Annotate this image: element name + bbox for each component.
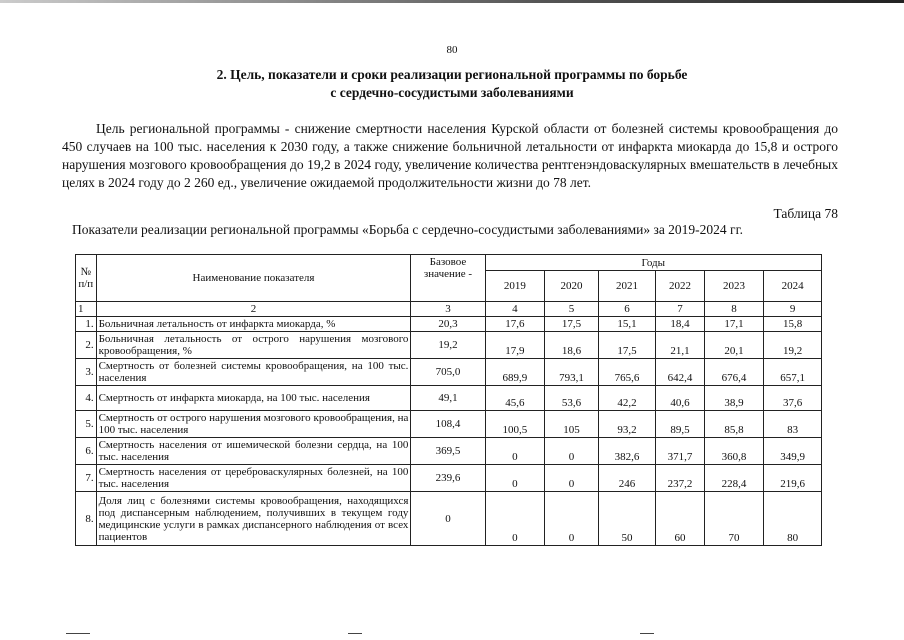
- year-value: 382,6: [598, 438, 656, 465]
- year-value: 80: [764, 492, 822, 546]
- year-value: 765,6: [598, 359, 656, 386]
- row-number: 8.: [76, 492, 97, 546]
- base-value: 19,2: [411, 332, 485, 359]
- year-value: 83: [764, 411, 822, 438]
- year-value: 17,9: [485, 332, 545, 359]
- year-value: 0: [545, 465, 599, 492]
- year-value: 676,4: [704, 359, 764, 386]
- year-header: 2022: [656, 271, 704, 302]
- indicator-name: Больничная летальность от инфаркта миокарда, %: [96, 317, 411, 332]
- year-header: 2021: [598, 271, 656, 302]
- indicator-name: Доля лиц с болезнями системы кровообращения, находящихся под диспансерным наблюдением, получивших в текущем году медицинские услуги в рамках диспансерного наблюдения от всех пациентов: [96, 492, 411, 546]
- year-value: 0: [545, 438, 599, 465]
- goal-paragraph: Цель региональной программы - снижение смертности населения Курской области от болезней системы кровообращения до 450 случаев на 100 тыс. населения к 2030 году, а также снижение больничной летальности от инфаркта миокарда до 15,8 и острого нарушения мозгового кровообращения до 19,2 в 2024 году, увеличение количества рентгенэндоваскулярных вмешательств в лечебных целях в 2024 году до 2 260 ед., увеличение ожидаемой продолжительности жизни до 78 лет.: [62, 121, 838, 190]
- year-value: 15,8: [764, 317, 822, 332]
- col-number: 1: [76, 302, 97, 317]
- year-header: 2023: [704, 271, 764, 302]
- col-number: 7: [656, 302, 704, 317]
- table-caption: Показатели реализации региональной программы «Борьба с сердечно-сосудистыми заболеваниями» за 2019-2024 гг.: [72, 222, 743, 237]
- base-value: 0: [411, 492, 485, 546]
- year-value: 349,9: [764, 438, 822, 465]
- table-row: [76, 465, 822, 492]
- year-value: 19,2: [764, 332, 822, 359]
- header-row: [76, 255, 822, 271]
- table-row: [76, 332, 822, 359]
- year-value: 50: [598, 492, 656, 546]
- row-number: 7.: [76, 465, 97, 492]
- year-value: 89,5: [656, 411, 704, 438]
- year-value: 0: [485, 438, 545, 465]
- table-row: [76, 438, 822, 465]
- indicator-name: Смертность населения от цереброваскулярных болезней, на 100 тыс. населения: [96, 465, 411, 492]
- year-value: 53,6: [545, 386, 599, 411]
- indicator-name: Смертность от болезней системы кровообращения, на 100 тыс. населения: [96, 359, 411, 386]
- year-value: 689,9: [485, 359, 545, 386]
- col-number: 3: [411, 302, 485, 317]
- indicators-table: [75, 254, 822, 546]
- year-value: 657,1: [764, 359, 822, 386]
- table-row: [76, 317, 822, 332]
- col-number-row: [76, 302, 822, 317]
- section-title: [140, 66, 764, 102]
- year-value: 93,2: [598, 411, 656, 438]
- base-value: 49,1: [411, 386, 485, 411]
- year-value: 360,8: [704, 438, 764, 465]
- year-value: 237,2: [656, 465, 704, 492]
- year-value: 18,4: [656, 317, 704, 332]
- scan-bottom-mark: [66, 633, 90, 634]
- year-value: 42,2: [598, 386, 656, 411]
- base-value: 108,4: [411, 411, 485, 438]
- year-value: 0: [485, 492, 545, 546]
- year-value: 17,5: [598, 332, 656, 359]
- scan-bottom-mark: [348, 633, 362, 634]
- year-value: 17,6: [485, 317, 545, 332]
- row-number: 4.: [76, 386, 97, 411]
- year-value: 0: [485, 465, 545, 492]
- col-number: 2: [96, 302, 411, 317]
- indicator-name: Смертность от острого нарушения мозгового кровообращения, на 100 тыс. населения: [96, 411, 411, 438]
- year-value: 15,1: [598, 317, 656, 332]
- year-value: 642,4: [656, 359, 704, 386]
- row-number: 5.: [76, 411, 97, 438]
- base-value: 239,6: [411, 465, 485, 492]
- year-value: 40,6: [656, 386, 704, 411]
- year-value: 85,8: [704, 411, 764, 438]
- year-value: 793,1: [545, 359, 599, 386]
- year-value: 60: [656, 492, 704, 546]
- year-value: 228,4: [704, 465, 764, 492]
- row-number: 3.: [76, 359, 97, 386]
- year-value: 21,1: [656, 332, 704, 359]
- row-number: 2.: [76, 332, 97, 359]
- year-value: 70: [704, 492, 764, 546]
- scan-bottom-mark: [640, 633, 654, 634]
- year-value: 105: [545, 411, 599, 438]
- year-value: 20,1: [704, 332, 764, 359]
- year-value: 37,6: [764, 386, 822, 411]
- year-value: 219,6: [764, 465, 822, 492]
- base-value: 369,5: [411, 438, 485, 465]
- col-header-years: Годы: [485, 255, 821, 271]
- table-row: [76, 359, 822, 386]
- year-value: 246: [598, 465, 656, 492]
- col-number: 5: [545, 302, 599, 317]
- year-value: 100,5: [485, 411, 545, 438]
- year-header: 2024: [764, 271, 822, 302]
- page-number: 80: [446, 44, 458, 56]
- col-number: 4: [485, 302, 545, 317]
- table-number: Таблица 78: [773, 206, 838, 221]
- base-value: 705,0: [411, 359, 485, 386]
- col-header-name: Наименование показателя: [96, 255, 411, 302]
- table-row: [76, 492, 822, 546]
- year-value: 371,7: [656, 438, 704, 465]
- year-value: 38,9: [704, 386, 764, 411]
- table-row: [76, 386, 822, 411]
- section-title-line-1: 2. Цель, показатели и сроки реализации региональной программы по борьбе: [216, 67, 688, 82]
- year-value: 17,1: [704, 317, 764, 332]
- year-value: 0: [545, 492, 599, 546]
- table-row: [76, 411, 822, 438]
- indicator-name: Больничная летальность от острого нарушения мозгового кровообращения, %: [96, 332, 411, 359]
- scan-top-edge: [0, 0, 904, 3]
- col-number: 6: [598, 302, 656, 317]
- row-number: 6.: [76, 438, 97, 465]
- section-title-line-2: с сердечно-сосудистыми заболеваниями: [330, 85, 574, 100]
- year-value: 45,6: [485, 386, 545, 411]
- year-header: 2020: [545, 271, 599, 302]
- year-value: 17,5: [545, 317, 599, 332]
- col-header-base: Базовое значение -: [411, 255, 485, 302]
- row-number: 1.: [76, 317, 97, 332]
- col-header-num: № п/п: [76, 255, 97, 302]
- col-number: 8: [704, 302, 764, 317]
- indicator-name: Смертность населения от ишемической болезни сердца, на 100 тыс. населения: [96, 438, 411, 465]
- indicator-name: Смертность от инфаркта миокарда, на 100 тыс. населения: [96, 386, 411, 411]
- col-number: 9: [764, 302, 822, 317]
- year-value: 18,6: [545, 332, 599, 359]
- year-header: 2019: [485, 271, 545, 302]
- base-value: 20,3: [411, 317, 485, 332]
